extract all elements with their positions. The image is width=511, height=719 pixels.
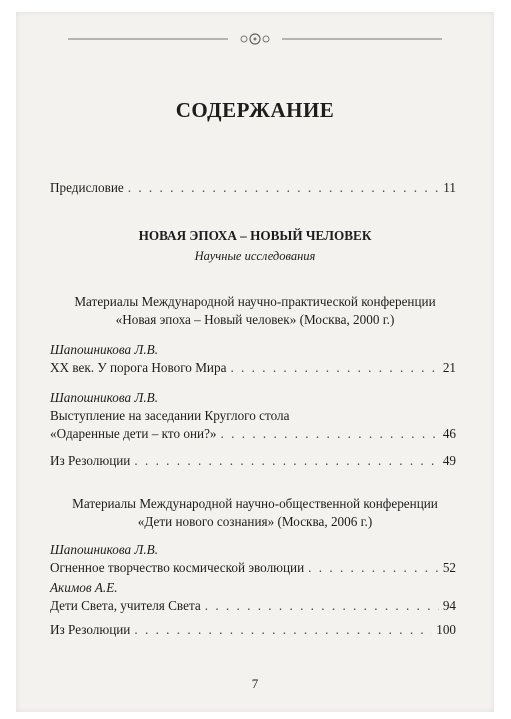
toc-entry-title: Дети Света, учителя Света xyxy=(50,598,201,613)
toc-entry-page: 94 xyxy=(442,598,456,613)
toc-entry-xx-century[interactable] xyxy=(50,360,456,376)
toc-entry-resolution-1[interactable] xyxy=(50,453,456,469)
leader-dots xyxy=(128,180,440,196)
book-page xyxy=(16,12,494,712)
conference2-heading-line1: Материалы Международной научно-общественной конференции xyxy=(72,496,438,511)
toc-entry-page: 100 xyxy=(436,622,456,637)
page-number: 7 xyxy=(251,676,259,691)
section-subtitle: Научные исследования xyxy=(194,249,316,263)
toc-entry-page: 21 xyxy=(442,360,456,375)
toc-entry-page: 52 xyxy=(442,560,456,575)
toc-entry-title: Огненное творчество космической эволюции xyxy=(50,560,305,575)
toc-entry-page: 11 xyxy=(443,180,456,195)
leader-dots xyxy=(230,360,438,376)
leader-dots xyxy=(134,622,432,638)
toc-entry-title: XX век. У порога Нового Мира xyxy=(50,360,227,375)
section-title: НОВАЯ ЭПОХА – НОВЫЙ ЧЕЛОВЕК xyxy=(138,228,372,243)
leader-dots xyxy=(221,426,439,442)
toc-author: Акимов А.Е. xyxy=(50,580,118,595)
conference2-heading-line2: «Дети нового сознания» (Москва, 2006 г.) xyxy=(137,514,373,529)
toc-entry-gifted-children[interactable] xyxy=(50,426,456,442)
leader-dots xyxy=(205,598,439,614)
toc-author: Шапошникова Л.В. xyxy=(50,542,158,557)
header-ornament-icon xyxy=(68,32,442,46)
toc-entry-children-of-light[interactable] xyxy=(50,598,456,614)
toc-entry-page: 49 xyxy=(442,453,456,468)
page-title: СОДЕРЖАНИЕ xyxy=(175,98,335,122)
toc-entry-title: Из Резолюции xyxy=(50,453,131,468)
toc-entry-title-line1: Выступление на заседании Круглого стола xyxy=(50,408,290,423)
leader-dots xyxy=(308,560,439,576)
toc-entry-preface[interactable] xyxy=(50,180,456,196)
toc-entry-resolution-2[interactable] xyxy=(50,622,456,638)
toc-author: Шапошникова Л.В. xyxy=(50,342,158,357)
toc-entry-title: «Одаренные дети – кто они?» xyxy=(50,426,217,441)
toc-entry-title: Из Резолюции xyxy=(50,622,131,637)
conference1-heading-line2: «Новая эпоха – Новый человек» (Москва, 2000 г.) xyxy=(115,312,395,327)
toc-entry-fiery-creativity[interactable] xyxy=(50,560,456,576)
conference1-heading-line1: Материалы Международной научно-практической конференции xyxy=(74,294,436,309)
toc-entry-page: 46 xyxy=(442,426,456,441)
toc-entry-title: Предисловие xyxy=(50,180,124,195)
toc-author: Шапошникова Л.В. xyxy=(50,390,158,405)
leader-dots xyxy=(134,453,438,469)
